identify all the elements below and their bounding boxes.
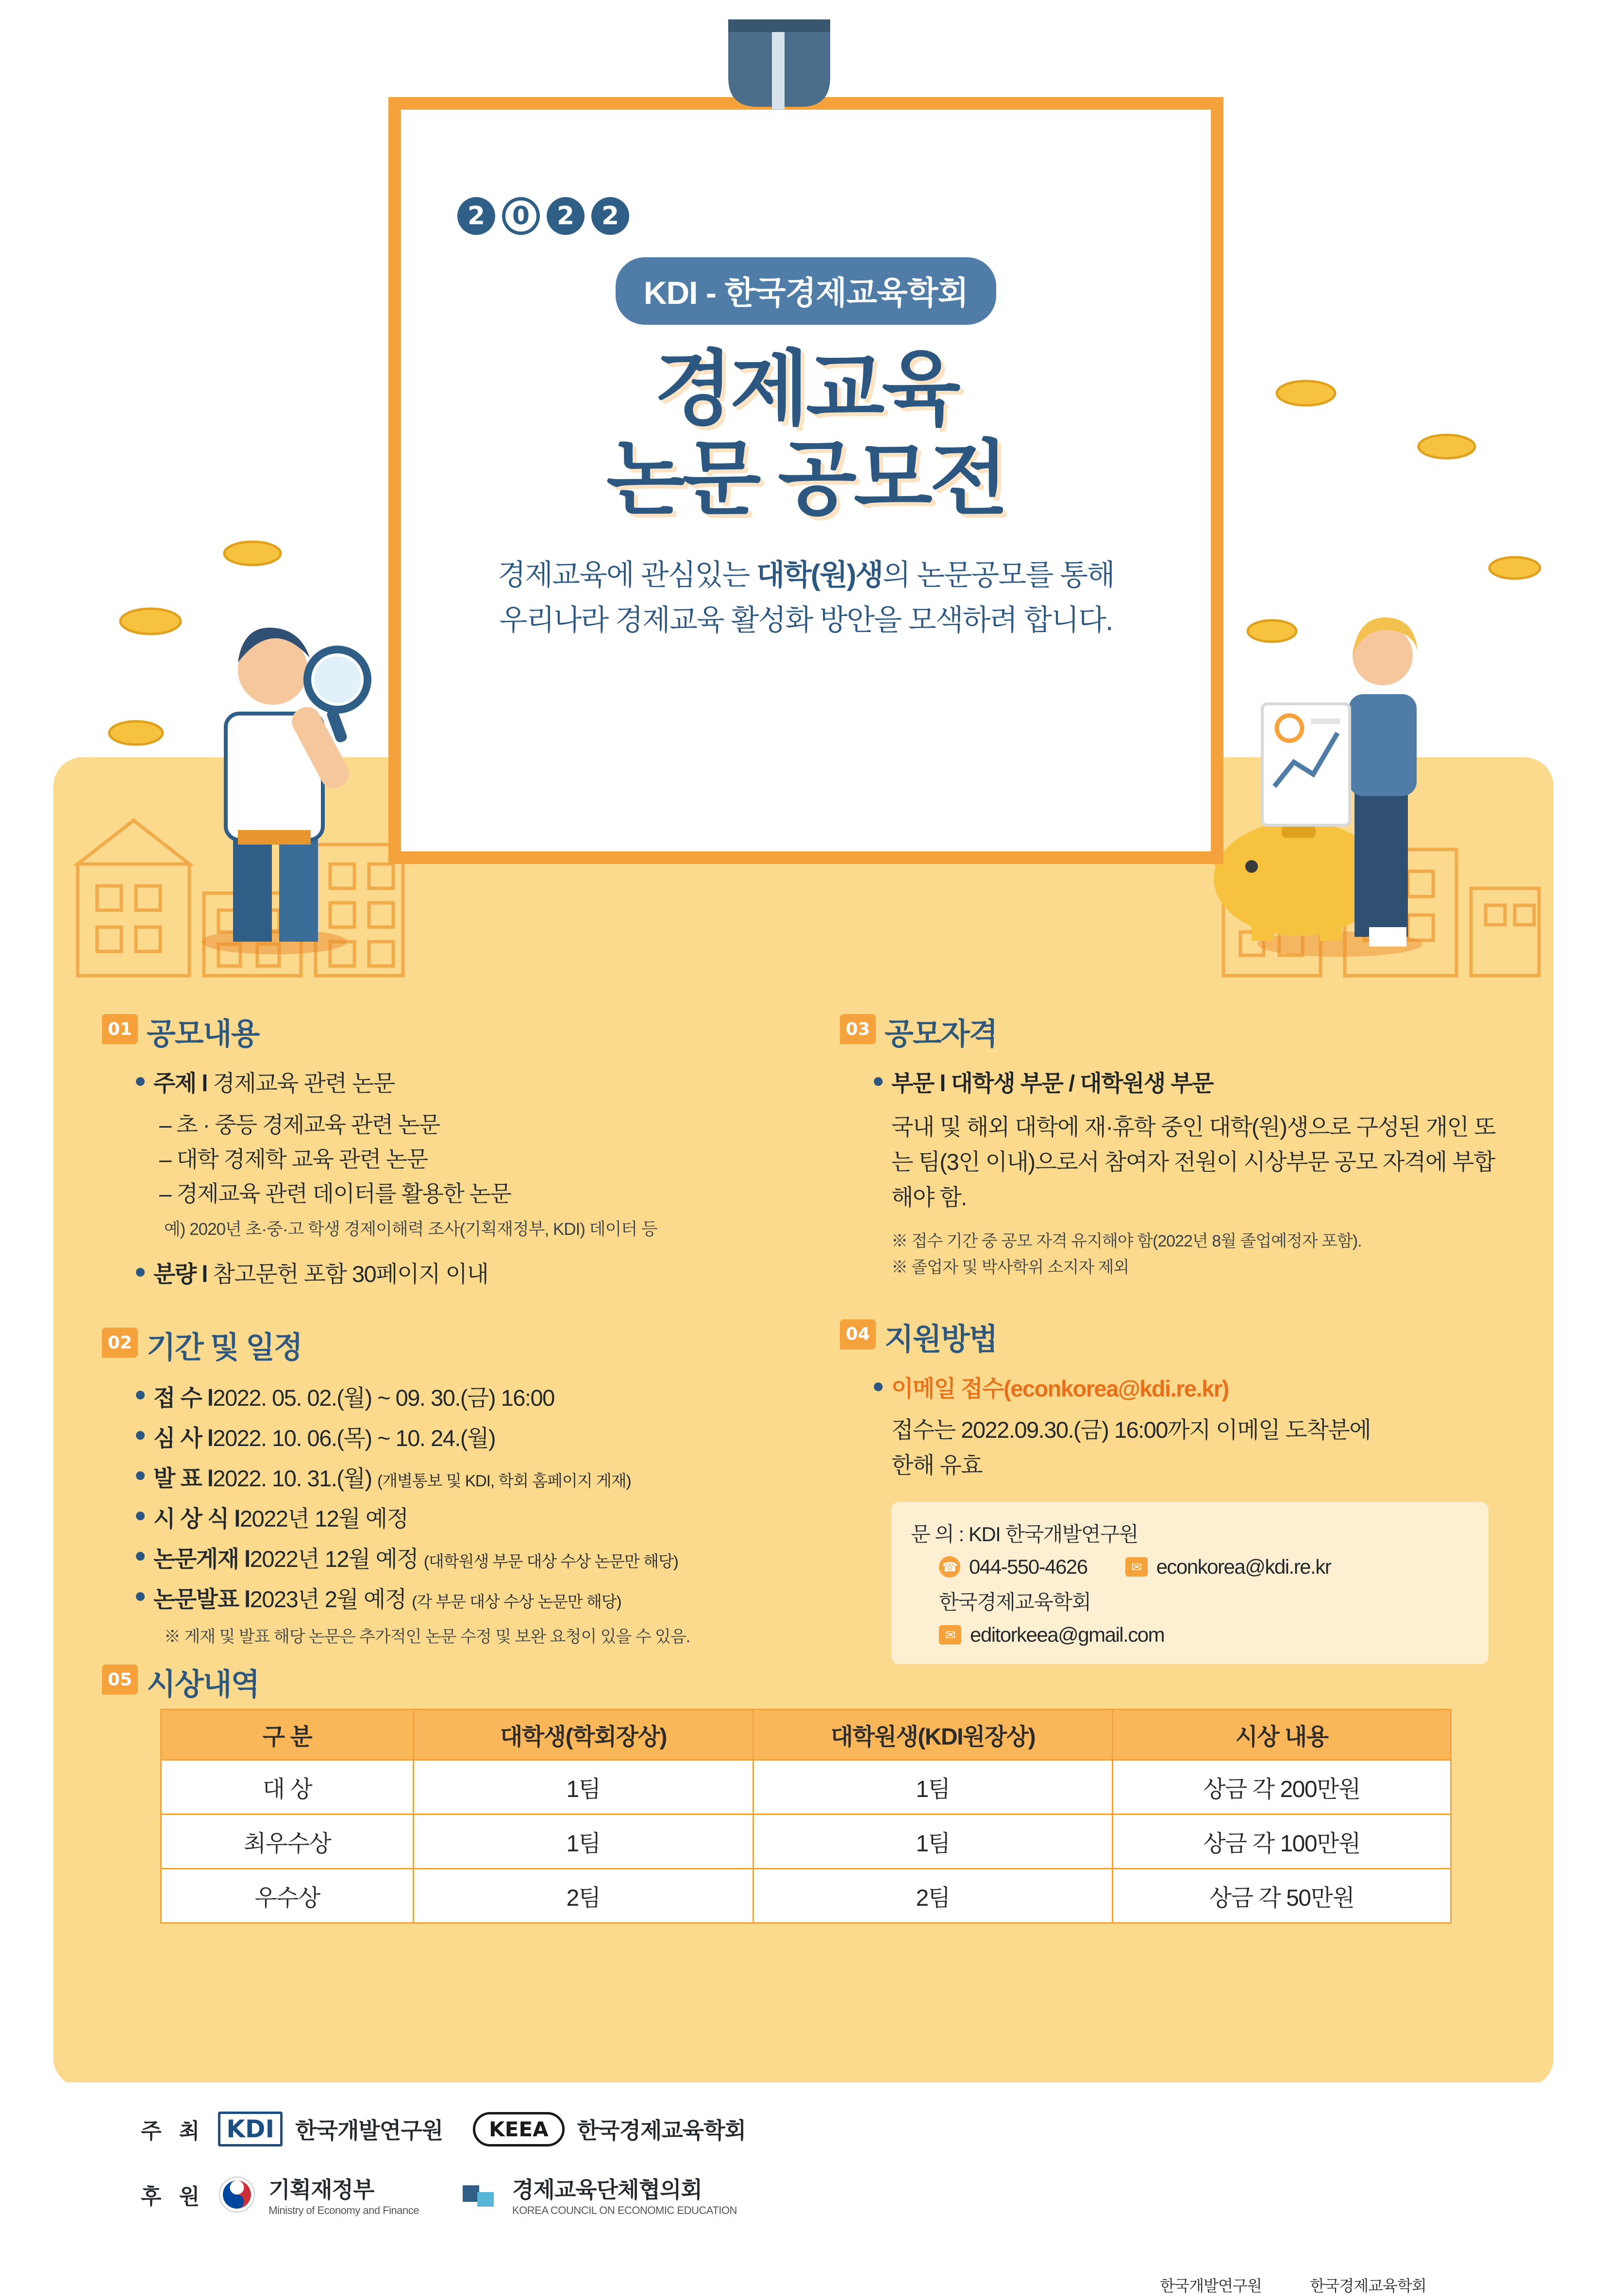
cell-r1c4: 상금 각 200만원 [1113, 1760, 1451, 1814]
qr-caption-keea: 한국경제교육학회 [1310, 2277, 1426, 2295]
year-digit-2: 0 [502, 197, 540, 235]
schedule-key-2: 심 사 l [153, 1425, 213, 1451]
schedule-paren-5: (대학원생 부문 대상 수상 논문만 해당) [423, 1552, 678, 1571]
mail-icon: ✉ [1125, 1557, 1148, 1577]
contact-phone-row [939, 1555, 1469, 1579]
mail-icon-2: ✉ [939, 1625, 961, 1645]
lead-pre: 경제교육에 관심있는 [498, 558, 757, 591]
section-03-number: 03 [840, 1014, 876, 1044]
section-01-number: 01 [102, 1014, 138, 1044]
keea-logo: KEEA [473, 2112, 564, 2146]
contact-card [891, 1502, 1489, 1664]
sponsor-label: 후 원 [141, 2185, 206, 2209]
apply-desc-line1: 접수는 2022.09.30.(금) 16:00까지 이메일 도착분에 [891, 1417, 1371, 1443]
poster-lead [416, 552, 1196, 643]
poster-title-line2: 논문 공모전 [606, 433, 1006, 525]
section-04-number: 04 [840, 1319, 876, 1349]
section-05-number: 05 [102, 1664, 138, 1695]
kdi-logo: KDI [218, 2112, 283, 2146]
schedule-val-1: 2022. 05. 02.(월) ~ 09. 30.(금) 16:00 [213, 1385, 554, 1411]
moef-name-ko: 기획재정부 [268, 2177, 374, 2202]
paper-clip-icon [699, 15, 859, 175]
th-undergrad: 대학생(학회장상) [414, 1710, 753, 1760]
table-row [161, 1760, 1451, 1814]
qr-caption-kdi: 한국개발연구원 [1160, 2277, 1262, 2295]
schedule-val-2: 2022. 10. 06.(목) ~ 10. 24.(월) [213, 1425, 496, 1451]
cell-r2c2: 1팀 [414, 1814, 753, 1869]
keea-name: 한국경제교육학회 [577, 2118, 746, 2143]
cell-r1c2: 1팀 [414, 1760, 753, 1814]
subject-label: 주제 l [153, 1070, 213, 1096]
subject-item [134, 1066, 791, 1101]
schedule-key-4: 시 상 식 l [153, 1506, 240, 1532]
schedule-row [134, 1420, 791, 1453]
phone-icon: ☎ [939, 1556, 960, 1578]
schedule-key-6: 논문발표 l [153, 1586, 250, 1613]
section-03-title: 공모자격 [885, 1017, 997, 1051]
volume-text: 참고문헌 포함 30페이지 이내 [213, 1261, 488, 1287]
schedule-row [134, 1461, 791, 1493]
apply-email-item[interactable] [872, 1372, 1515, 1406]
footer [0, 2082, 1606, 2271]
schedule-val-6: 2023년 2월 예정 [250, 1586, 412, 1613]
cell-r3c4: 상금 각 50만원 [1113, 1869, 1451, 1923]
section-03-list [872, 1066, 1515, 1101]
schedule-key-5: 논문게재 l [153, 1546, 250, 1572]
table-row [161, 1869, 1451, 1923]
division-text: 대학생 부문 / 대학원생 부문 [951, 1070, 1214, 1096]
schedule-paren-6: (각 부문 대상 수상 논문만 해당) [412, 1593, 621, 1611]
cell-r2c1: 최우수상 [161, 1814, 414, 1869]
left-column [102, 1010, 791, 1650]
host-row [141, 2112, 746, 2146]
schedule-val-5: 2022년 12월 예정 [250, 1546, 424, 1572]
section-02-number: 02 [102, 1328, 138, 1358]
contact-email-2[interactable]: editorkeea@gmail.com [970, 1623, 1165, 1646]
subject-example-note: 예) 2020년 초·중·고 학생 경제이해력 조사(기획재정부, KDI) 데이터 등 [164, 1220, 657, 1239]
schedule-val-3: 2022. 10. 31.(월) [213, 1465, 378, 1492]
subject-text: 경제교육 관련 논문 [213, 1070, 395, 1096]
year-digit-3: 2 [547, 197, 585, 235]
contact-org-row [911, 1518, 1469, 1547]
section-04-header [840, 1315, 1515, 1358]
division-item [872, 1066, 1515, 1101]
section-01-list [134, 1066, 791, 1101]
hero-content [416, 124, 1196, 837]
section-02-header [102, 1323, 791, 1366]
kcee-emblem-icon [461, 2178, 500, 2212]
year-digit-1: 2 [457, 197, 495, 235]
volume-label: 분량 l [153, 1261, 213, 1287]
th-prize: 시상 내용 [1113, 1710, 1451, 1760]
eligibility-note-2: ※ 졸업자 및 박사학위 소지자 제외 [891, 1258, 1129, 1277]
schedule-note: ※ 게재 및 발표 해당 논문은 추가적인 논문 수정 및 보완 요청이 있을 수 있음. [164, 1628, 690, 1647]
right-column [840, 1010, 1515, 1664]
kcee-name-ko: 경제교육단체협의회 [512, 2177, 702, 2202]
table-header-row [161, 1710, 1451, 1760]
man-with-magnifier-illustration [160, 558, 388, 961]
section-02-title: 기간 및 일정 [147, 1331, 302, 1365]
subject-sub-2: – 대학 경제학 교육 관련 논문 [159, 1146, 428, 1172]
year-2022 [457, 197, 1196, 235]
moef-emblem-icon [218, 2176, 256, 2213]
lead-bold: 대학(원)생 [756, 558, 883, 591]
division-label: 부문 l [891, 1070, 951, 1096]
host-label: 주 최 [141, 2119, 206, 2143]
contact-org-2: 한국경제교육학회 [939, 1591, 1091, 1614]
th-grad: 대학원생(KDI원장상) [753, 1710, 1113, 1760]
woman-with-chart-illustration [1194, 582, 1466, 961]
cell-r3c1: 우수상 [161, 1869, 414, 1923]
kcee-name-en: KOREA COUNCIL ON ECONOMIC EDUCATION [512, 2204, 737, 2216]
th-category: 구 분 [161, 1710, 414, 1760]
schedule-key-3: 발 표 l [153, 1465, 213, 1492]
schedule-val-4: 2022년 12월 예정 [239, 1506, 408, 1532]
section-04-title: 지원방법 [885, 1322, 997, 1356]
section-01-header [102, 1010, 791, 1053]
subject-sub-3: – 경제교육 관련 데이터를 활용한 논문 [159, 1181, 511, 1207]
apply-desc-line2: 한해 유효 [891, 1452, 983, 1479]
schedule-row [134, 1581, 791, 1614]
cell-r1c3: 1팀 [753, 1760, 1113, 1814]
poster-title-line1: 경제교육 [654, 343, 958, 434]
schedule-paren-3: (개별통보 및 KDI, 학회 홈페이지 게재) [377, 1472, 631, 1490]
section-01-title: 공모내용 [147, 1017, 259, 1051]
contact-org2-row [939, 1586, 1469, 1615]
contact-email2-row [939, 1623, 1469, 1647]
organizer-badge: KDI - 한국경제교육학회 [616, 257, 996, 325]
kcee-name [512, 2172, 737, 2217]
contact-label: 문 의 : KDI 한국개발연구원 [911, 1523, 1138, 1546]
cell-r1c1: 대 상 [161, 1760, 414, 1814]
cell-r2c3: 1팀 [753, 1814, 1113, 1869]
contact-phone: 044-550-4626 [969, 1555, 1087, 1578]
contact-email-1[interactable]: econkorea@kdi.re.kr [1156, 1555, 1331, 1578]
moef-name-en: Ministry of Economy and Finance [268, 2204, 419, 2216]
subject-sub-1: – 초 · 중등 경제교육 관련 논문 [159, 1112, 440, 1137]
eligibility-paragraph: 국내 및 해외 대학에 재·휴학 중인 대학(원)생으로 구성된 개인 또는 팀(3인 이내)으로서 참여자 전원이 시상부문 공모 자격에 부합해야 함. [891, 1114, 1496, 1211]
schedule-list [134, 1380, 791, 1614]
lead-post: 의 논문공모를 통해 [882, 558, 1114, 591]
schedule-row [134, 1501, 791, 1533]
schedule-row [134, 1380, 791, 1413]
section-03-header [840, 1010, 1515, 1053]
moef-name [268, 2172, 419, 2217]
table-row [161, 1814, 1451, 1869]
awards-table-wrap [160, 1709, 1452, 1924]
cell-r2c4: 상금 각 100만원 [1113, 1814, 1451, 1869]
schedule-row [134, 1541, 791, 1574]
eligibility-note-1: ※ 접수 기간 중 공모 자격 유지해야 함(2022년 8월 졸업예정자 포함). [891, 1232, 1362, 1251]
apply-email-text[interactable]: 이메일 접수(econkorea@kdi.re.kr) [891, 1375, 1229, 1401]
volume-item [134, 1257, 791, 1292]
year-digit-4: 2 [591, 197, 629, 235]
lead-line2: 우리나라 경제교육 활성화 방안을 모색하려 합니다. [499, 603, 1113, 636]
awards-table [160, 1709, 1452, 1924]
section-05-title: 시상내역 [147, 1668, 259, 1701]
apply-desc [891, 1413, 1515, 1483]
cell-r3c3: 2팀 [753, 1869, 1113, 1923]
cell-r3c2: 2팀 [414, 1869, 753, 1923]
kdi-name: 한국개발연구원 [295, 2118, 443, 2143]
section-01-volume [134, 1257, 791, 1292]
section-05-header [102, 1660, 259, 1703]
apply-list [872, 1372, 1515, 1406]
schedule-key-1: 접 수 l [153, 1385, 213, 1411]
sponsor-row [141, 2172, 737, 2217]
